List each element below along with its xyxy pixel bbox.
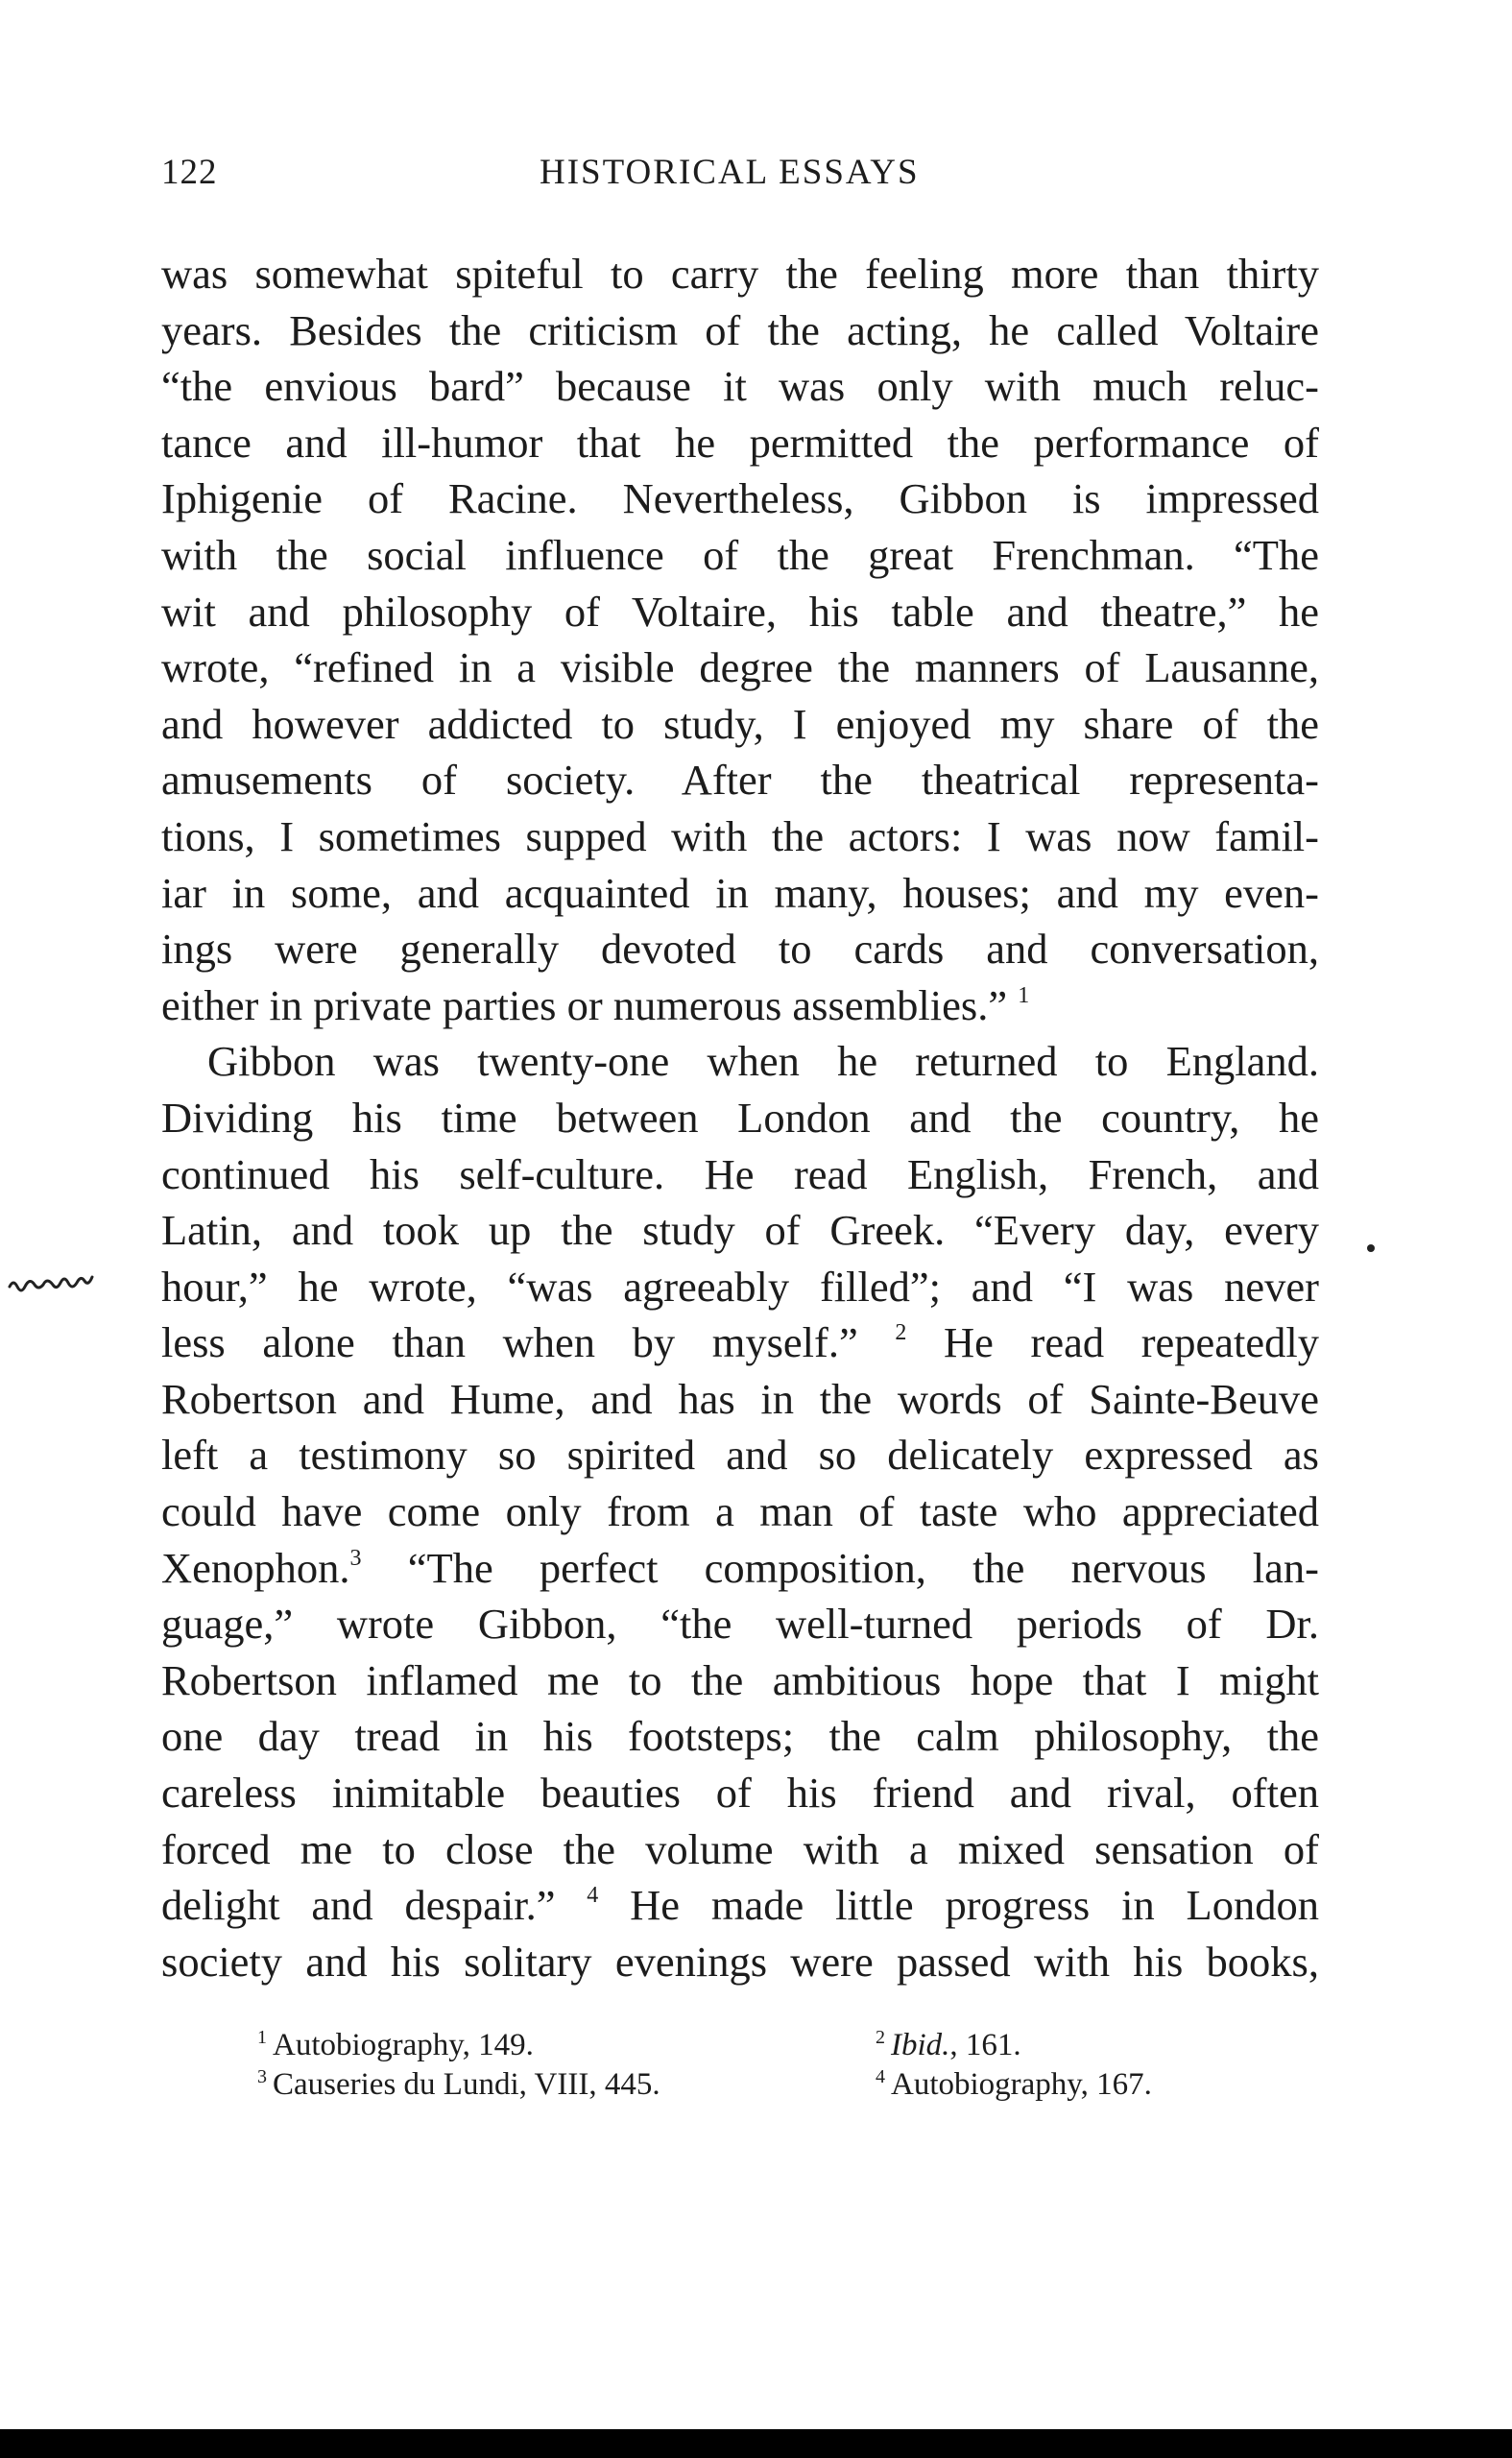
handwritten-margin-note xyxy=(4,1264,148,1321)
text-line: forced me to close the volume with a mixed sensation of xyxy=(161,1824,1319,1873)
text-segment: either in private parties or numerous assemblies.” xyxy=(161,980,1008,1029)
text-line: and however addicted to study, I enjoyed my share of the xyxy=(161,699,1319,748)
page-header xyxy=(161,152,1319,209)
footnote-text-italic: Ibid. xyxy=(891,2028,950,2062)
text-line: wit and philosophy of Voltaire, his table and theatre,” he xyxy=(161,587,1319,636)
text-line: years. Besides the criticism of the acting, he called Voltaire xyxy=(161,305,1319,354)
footnote-3 xyxy=(257,2065,660,2105)
footnote-mark: 3 xyxy=(257,2066,267,2087)
text-line xyxy=(161,1314,1319,1371)
footnote-text: Autobiography, 149. xyxy=(273,2028,534,2062)
ink-speck xyxy=(1367,1244,1375,1252)
footnote-text: Autobiography, 167. xyxy=(891,2067,1152,2102)
footnote-2 xyxy=(876,2026,1021,2065)
footnote-1 xyxy=(257,2026,534,2065)
text-segment: Xenophon. xyxy=(161,1543,350,1592)
text-line: guage,” wrote Gibbon, “the well-turned periods of Dr. xyxy=(161,1600,1319,1649)
footnote-row xyxy=(257,2026,1313,2065)
text-line: continued his self-culture. He read English, French, and xyxy=(161,1149,1319,1198)
text-line: “the envious bard” because it was only with much reluc- xyxy=(161,362,1319,411)
text-line: society and his solitary evenings were passed with his books, xyxy=(161,1937,1319,1986)
footnote-mark: 2 xyxy=(876,2027,885,2048)
footnotes xyxy=(257,2026,1313,2105)
margin-note-text xyxy=(4,1264,5,1265)
text-line: iar in some, and acquainted in many, houses; and my even- xyxy=(161,868,1319,917)
text-line xyxy=(161,1877,1319,1934)
footnote-text: Causeries du Lundi, VIII, 445. xyxy=(273,2067,660,2102)
text-line: could have come only from a man of taste who appreciated xyxy=(161,1487,1319,1536)
text-line: careless inimitable beauties of his friend and rival, often xyxy=(161,1769,1319,1818)
text-line: hour,” he wrote, “was agreeably filled”; and “I was never xyxy=(161,1262,1319,1311)
text-line: with the social influence of the great Frenchman. “The xyxy=(161,530,1319,579)
text-line: Latin, and took up the study of Greek. “Every day, every xyxy=(161,1206,1319,1255)
text-segment: less alone than when by myself.” xyxy=(161,1318,858,1367)
footnote-ref: 2 xyxy=(895,1320,907,1346)
text-segment: delight and despair.” xyxy=(161,1881,556,1930)
body-text xyxy=(161,246,1319,1989)
page-number: 122 xyxy=(161,153,218,192)
footnote-ref: 4 xyxy=(587,1883,599,1909)
text-line: amusements of society. After the theatrical representa- xyxy=(161,756,1319,805)
text-line: one day tread in his footsteps; the calm philosophy, the xyxy=(161,1712,1319,1761)
text-line: ings were generally devoted to cards and conversation, xyxy=(161,925,1319,974)
footnote-ref: 3 xyxy=(349,1545,362,1571)
text-line xyxy=(161,1540,1319,1597)
footnote-row xyxy=(257,2065,1313,2105)
text-line: left a testimony so spirited and so delicately expressed as xyxy=(161,1431,1319,1480)
text-line: Robertson inflamed me to the ambitious hope that I might xyxy=(161,1655,1319,1704)
footnote-text: , 161. xyxy=(949,2028,1021,2062)
text-segment: He made little progress in London xyxy=(598,1881,1319,1930)
text-line: Dividing his time between London and the country, he xyxy=(161,1093,1319,1142)
text-line: Gibbon was twenty-one when he returned to England. xyxy=(207,1037,1319,1086)
text-line: Robertson and Hume, and has in the words of Sainte-Beuve xyxy=(161,1374,1319,1423)
footnote-mark: 4 xyxy=(876,2066,885,2087)
footnote-mark: 1 xyxy=(257,2027,267,2048)
footnote-ref: 1 xyxy=(1018,982,1030,1008)
footnote-4 xyxy=(876,2065,1152,2105)
handwriting-scribble xyxy=(4,1264,109,1302)
text-line: wrote, “refined in a visible degree the manners of Lausanne, xyxy=(161,643,1319,692)
text-line: tance and ill-humor that he permitted the performance of xyxy=(161,418,1319,467)
text-line: was somewhat spiteful to carry the feeling more than thirty xyxy=(161,250,1319,298)
scan-edge-bar xyxy=(0,2429,1512,2458)
text-line: Iphigenie of Racine. Nevertheless, Gibbon is impressed xyxy=(161,474,1319,523)
text-line xyxy=(161,977,1319,1034)
text-segment: He read repeatedly xyxy=(906,1318,1319,1367)
text-line: tions, I sometimes supped with the actors: I was now famil- xyxy=(161,811,1319,860)
text-segment: “The perfect composition, the nervous lan- xyxy=(361,1543,1319,1592)
running-head: HISTORICAL ESSAYS xyxy=(540,153,920,192)
